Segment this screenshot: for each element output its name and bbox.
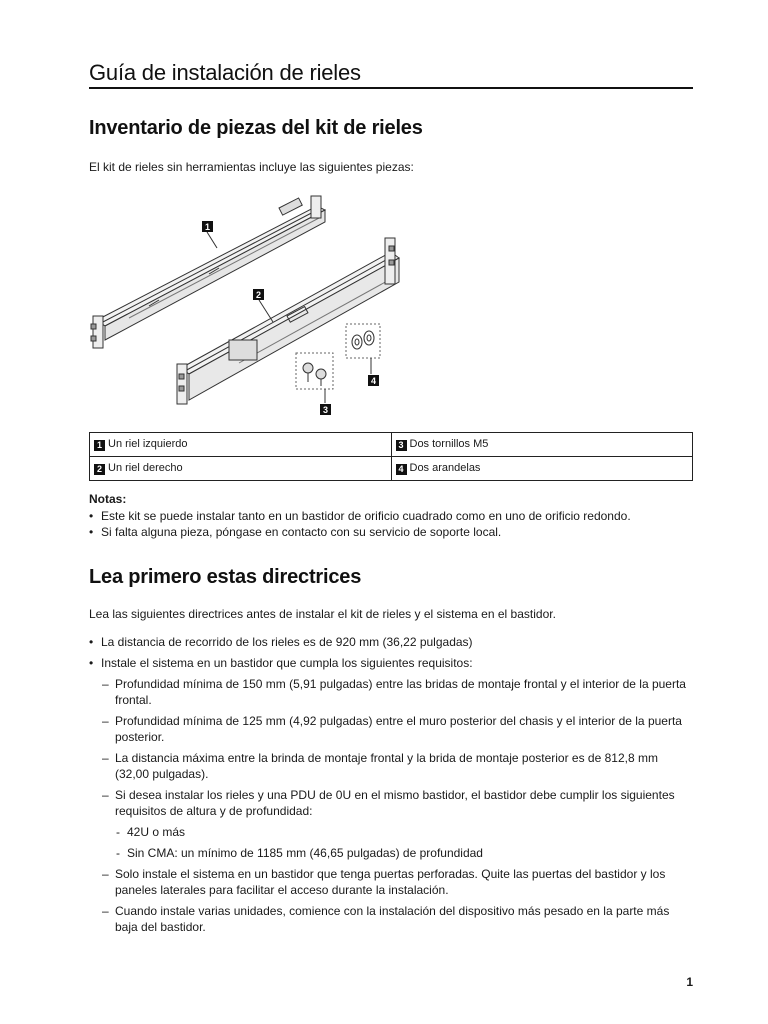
notes-list [89,508,693,540]
table-cell [90,457,392,481]
part-label: Un riel derecho [108,462,183,474]
table-row [90,457,693,481]
requirement-item: – La distancia máxima entre la brinda de montaje frontal y la brida de montaje posterior es de 812,8 mm (32,00 pulgadas). [89,750,693,782]
guidelines-list [89,634,693,940]
callout-badge: 4 [396,464,407,475]
requirement-item: – Profundidad mínima de 125 mm (4,92 pulgadas) entre el muro posterior del chasis y el interior de la puerta posterior. [89,713,693,745]
notes-title: Notas: [89,492,127,506]
part-label: Dos tornillos M5 [409,438,489,450]
section-heading-guidelines: Lea primero estas directrices [89,566,362,588]
screws-drawing [303,363,326,386]
table-cell [391,433,693,457]
section-heading-inventory: Inventario de piezas del kit de rieles [89,117,423,139]
list-item: • Si falta alguna pieza, póngase en contacto con su servicio de soporte local. [89,524,693,540]
rail-kit-illustration [89,188,409,418]
requirement-item: – Cuando instale varias unidades, comience con la instalación del dispositivo más pesado en la parte más baja del bastidor. [89,903,693,935]
guidelines-intro: Lea las siguientes directrices antes de instalar el kit de rieles y el sistema en el bastidor. [89,607,556,621]
callout-badge: 3 [396,440,407,451]
table-cell [391,457,693,481]
sub-requirement-item: - Sin CMA: un mínimo de 1185 mm (46,65 pulgadas) de profundidad [89,845,693,861]
list-item: • Instale el sistema en un bastidor que cumpla los siguientes requisitos: [89,655,693,671]
table-cell [90,433,392,457]
page-number: 1 [686,975,693,989]
inventory-intro: El kit de rieles sin herramientas incluye las siguientes piezas: [89,160,414,174]
callout-2: 2 [255,290,262,300]
callout-badge: 2 [94,464,105,475]
callout-4: 4 [370,376,377,386]
requirement-item: – Solo instale el sistema en un bastidor que tenga puertas perforadas. Quite las puertas del bastidor y los paneles laterales para facilitar el acceso durante la instalación. [89,866,693,898]
document-title: Guía de instalación de rieles [89,60,361,85]
parts-table [89,432,693,481]
requirement-item: – Profundidad mínima de 150 mm (5,91 pulgadas) entre las bridas de montaje frontal y el interior de la puerta frontal. [89,676,693,708]
part-label: Dos arandelas [409,462,481,474]
callout-1: 1 [204,222,211,232]
callout-3: 3 [322,405,329,415]
list-item: • Este kit se puede instalar tanto en un bastidor de orificio cuadrado como en uno de orificio redondo. [89,508,693,524]
callout-badge: 1 [94,440,105,451]
part-label: Un riel izquierdo [108,438,188,450]
requirement-item: – Si desea instalar los rieles y una PDU de 0U en el mismo bastidor, el bastidor debe cumplir los siguientes requisitos de altura y de profundidad: [89,787,693,819]
sub-requirement-item: - 42U o más [89,824,693,840]
title-rule [89,87,693,89]
list-item: • La distancia de recorrido de los rieles es de 920 mm (36,22 pulgadas) [89,634,693,650]
washers-drawing [352,331,374,349]
table-row [90,433,693,457]
